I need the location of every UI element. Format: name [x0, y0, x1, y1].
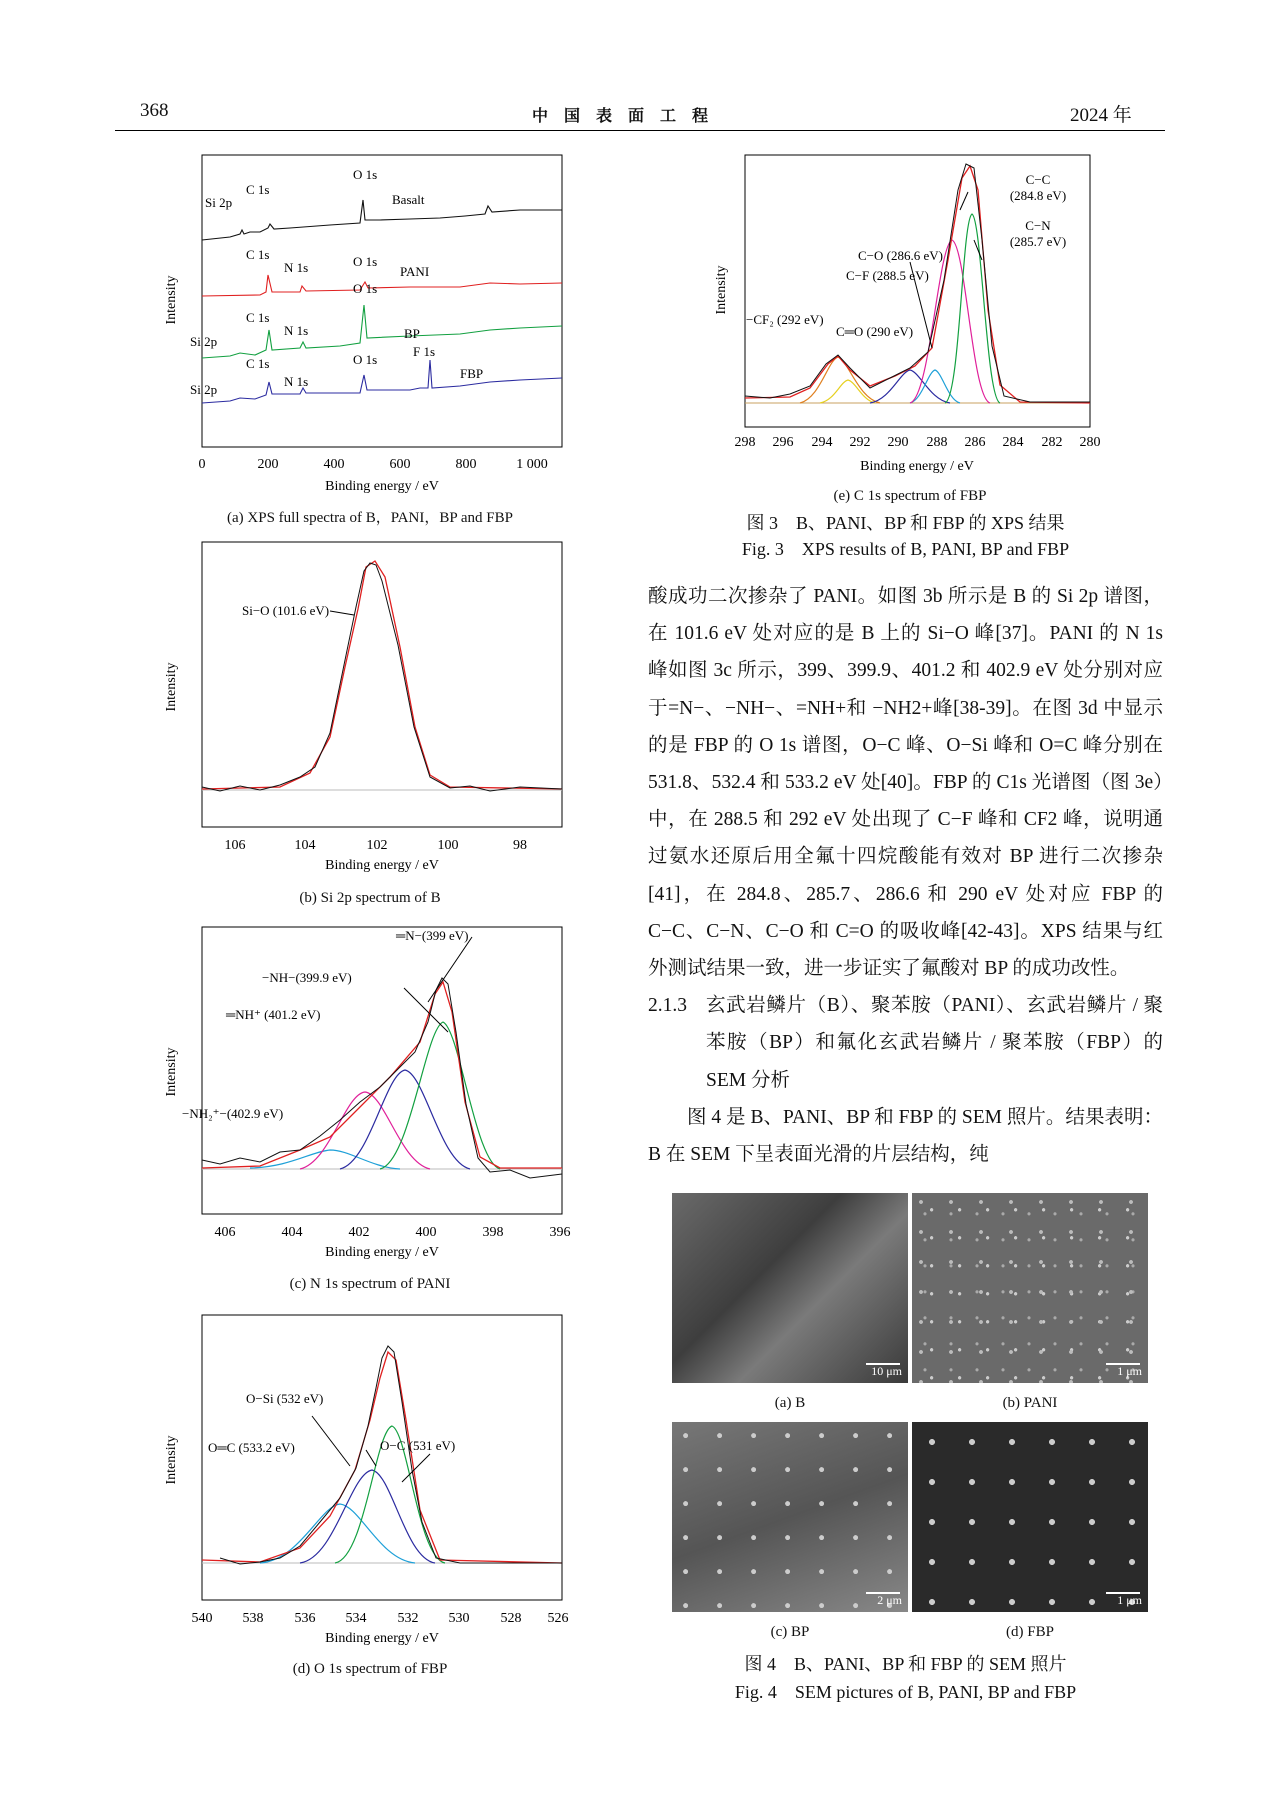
fit-cf2	[800, 357, 880, 403]
peak-label: −CF₂ (292 eV)	[746, 312, 824, 327]
spectrum-name: Basalt	[392, 192, 425, 207]
peak-label: O 1s	[353, 281, 378, 296]
peak-label: −NH₂⁺−(402.9 eV)	[182, 1106, 284, 1121]
paragraph: 酸成功二次掺杂了 PANI。如图 3b 所示是 B 的 Si 2p 谱图，在 101.6 eV 处对应的是 B 上的 Si−O 峰[37]。PANI 的 N 1s 峰如图 3c 所示，399、399.9、401.2 和 402.9 eV 处分别对应于=N−、−NH−、=NH+和 −NH2+峰[38-39]。在图 3d 中显示的是 FBP 的 O 1s 谱图，O−C 峰、O−Si 峰和 O=C 峰分别在 531.8、532.4 和 533.2 eV 处[40]。FBP 的 C1s 光谱图（图 3e）中，在 288.5 和 292 eV 处出现了 C−F 峰和 CF2 峰，说明通过氨水还原后用全氟十四烷酸能有效对 BP 进行二次掺杂[41]，在 284.8、285.7、286.6 和 290 eV 处对应 FBP 的 C−C、C−N、C−O 和 C=O 的吸收峰[42-43]。XPS 结果与红外测试结果一致，进一步证实了氟酸对 BP 的成功改性。	[648, 586, 1163, 980]
tick: 1 000	[516, 457, 548, 472]
tick: 526	[547, 1611, 569, 1626]
caption-c: (c) N 1s spectrum of PANI	[289, 1276, 451, 1292]
peak-label: C 1s	[246, 356, 270, 371]
tick: 200	[257, 457, 279, 472]
xps-o1s-chart	[160, 1310, 580, 1645]
section-number: 2.1.3	[648, 995, 687, 1017]
peak-label: (284.8 eV)	[1009, 188, 1067, 203]
fit-399.9	[340, 1070, 470, 1169]
caption-b: (b) Si 2p spectrum of B	[299, 890, 441, 906]
tick: 102	[366, 838, 388, 853]
tick: 600	[389, 457, 411, 472]
tick: 288	[926, 435, 948, 450]
tick: 400	[323, 457, 345, 472]
tick: 536	[294, 1611, 316, 1626]
tick: 98	[513, 838, 527, 853]
peak-label: N 1s	[284, 323, 309, 338]
peak-label: C−C	[1025, 172, 1051, 187]
y-axis-label: Intensity	[164, 275, 179, 325]
sem-image-fbp	[912, 1422, 1148, 1612]
x-axis-label: Binding energy / eV	[325, 858, 439, 872]
spectrum-pani	[202, 275, 562, 296]
tick: 0	[198, 457, 206, 472]
tick: 404	[281, 1225, 303, 1240]
peak-label: Si−O (101.6 eV)	[242, 603, 330, 618]
tick: 396	[549, 1225, 571, 1240]
scale-label: 1 μm	[1117, 1364, 1142, 1378]
tick: 406	[214, 1225, 236, 1240]
body-text	[648, 578, 1163, 1173]
envelope-fit	[202, 1352, 562, 1563]
tick: 290	[887, 435, 909, 450]
peak-label: Si 2p	[190, 334, 218, 349]
y-axis-label: Intensity	[164, 662, 179, 712]
peak-label: C 1s	[246, 247, 270, 262]
peak-label: C═O (290 eV)	[836, 324, 914, 339]
xps-si2p-chart	[160, 537, 580, 872]
spectrum-name: PANI	[400, 264, 430, 279]
x-ticks	[192, 1611, 569, 1626]
fit-cc	[945, 214, 1000, 403]
sem-image-pani	[912, 1193, 1148, 1383]
fig3-caption-cn: 图 3 B、PANI、BP 和 FBP 的 XPS 结果	[746, 513, 1065, 533]
x-ticks	[735, 435, 1101, 450]
section-title: 玄武岩鳞片（B）、聚苯胺（PANI）、玄武岩鳞片 / 聚苯胺（BP）和氟化玄武岩鳞片 / 聚苯胺（FBP）的 SEM 分析	[706, 995, 1163, 1091]
tick: 398	[482, 1225, 504, 1240]
header-rule	[115, 130, 1165, 131]
peak-label: ═N−(399 eV)	[396, 928, 469, 943]
fig3-caption-en: Fig. 3 XPS results of B, PANI, BP and FBP	[741, 539, 1070, 559]
peak-label: O−Si (532 eV)	[246, 1391, 324, 1406]
peak-label: O═C (533.2 eV)	[208, 1440, 295, 1455]
page-number: 368	[140, 100, 169, 121]
peak-label: Si 2p	[205, 195, 233, 210]
fig4-caption-cn: 图 4 B、PANI、BP 和 FBP 的 SEM 照片	[744, 1654, 1067, 1674]
tick: 284	[1002, 435, 1024, 450]
peak-label: C 1s	[246, 182, 270, 197]
fit-cf	[870, 370, 950, 403]
x-axis-label: Binding energy / eV	[860, 459, 974, 474]
tick: 286	[964, 435, 986, 450]
peak-label: N 1s	[284, 374, 309, 389]
tick: 296	[772, 435, 794, 450]
y-axis-label: Intensity	[714, 265, 729, 315]
xps-survey-chart	[160, 150, 580, 510]
scale-label: 1 μm	[1117, 1593, 1142, 1607]
section-heading	[648, 987, 1163, 1099]
tick: 528	[500, 1611, 522, 1626]
sem-caption-fbp: (d) FBP	[1006, 1624, 1054, 1640]
caption-e: (e) C 1s spectrum of FBP	[833, 488, 987, 504]
tick: 800	[455, 457, 477, 472]
scale-label: 10 μm	[871, 1364, 902, 1378]
peak-label: −NH−(399.9 eV)	[262, 970, 352, 985]
spectrum-name: BP	[404, 326, 420, 341]
year: 2024 年	[1070, 105, 1132, 126]
raw-data	[202, 563, 562, 791]
peak-label: Si 2p	[190, 382, 218, 397]
tick: 100	[437, 838, 459, 853]
xps-c1s-chart	[710, 150, 1110, 490]
tick: 292	[849, 435, 871, 450]
x-axis-label: Binding energy / eV	[325, 479, 439, 494]
x-ticks	[215, 1225, 571, 1240]
sem-caption-b: (a) B	[774, 1395, 806, 1411]
x-ticks	[225, 838, 528, 853]
tick: 530	[448, 1611, 470, 1626]
xps-n1s-chart	[160, 922, 580, 1262]
sem-caption-bp: (c) BP	[770, 1624, 810, 1640]
tick: 402	[348, 1225, 370, 1240]
tick: 282	[1041, 435, 1063, 450]
raw-data	[220, 1346, 562, 1564]
caption-d: (d) O 1s spectrum of FBP	[292, 1661, 448, 1677]
tick: 280	[1079, 435, 1101, 450]
caption-a: (a) XPS full spectra of B，PANI，BP and FBP	[227, 510, 513, 526]
peak-label: O 1s	[353, 352, 378, 367]
fit-402.9	[250, 1150, 400, 1169]
peak-label: O 1s	[353, 167, 378, 182]
peak-label: O 1s	[353, 254, 378, 269]
x-ticks	[199, 457, 548, 472]
tick: 106	[224, 838, 246, 853]
paragraph: 图 4 是 B、PANI、BP 和 FBP 的 SEM 照片。结果表明：B 在 SEM 下呈表面光滑的片层结构，纯	[648, 1106, 1163, 1166]
tick: 532	[397, 1611, 419, 1626]
peak-label: C−F (288.5 eV)	[846, 268, 929, 283]
fit-399	[380, 1022, 500, 1169]
tick: 400	[415, 1225, 437, 1240]
peak-label: C−O (286.6 eV)	[858, 248, 943, 263]
journal-title: 中 国 表 面 工 程	[532, 108, 715, 125]
peak-label: C−N	[1025, 218, 1051, 233]
sem-caption-pani: (b) PANI	[1002, 1395, 1058, 1411]
x-axis-label: Binding energy / eV	[325, 1631, 439, 1645]
tick: 104	[294, 838, 316, 853]
y-axis-label: Intensity	[164, 1435, 179, 1485]
spectrum-name: FBP	[460, 366, 484, 381]
x-axis-label: Binding energy / eV	[325, 1245, 439, 1260]
fig4-caption-en: Fig. 4 SEM pictures of B, PANI, BP and FBP	[734, 1682, 1077, 1702]
tick: 294	[811, 435, 833, 450]
sem-image-bp	[672, 1422, 908, 1612]
fit-cn	[910, 240, 990, 403]
envelope-fit	[202, 561, 562, 789]
spectrum-basalt	[202, 200, 562, 240]
peak-label: (285.7 eV)	[1009, 234, 1067, 249]
tick: 298	[734, 435, 756, 450]
peak-label: F 1s	[413, 344, 436, 359]
peak-label: C 1s	[246, 310, 270, 325]
peak-label: N 1s	[284, 260, 309, 275]
y-axis-label: Intensity	[164, 1047, 179, 1097]
tick: 540	[191, 1611, 213, 1626]
peak-label: ═NH⁺ (401.2 eV)	[226, 1007, 321, 1022]
scale-label: 2 μm	[877, 1593, 902, 1607]
sem-image-b	[672, 1193, 908, 1383]
tick: 534	[345, 1611, 367, 1626]
fit-401.2	[300, 1092, 430, 1169]
tick: 538	[242, 1611, 264, 1626]
peak-label: O−C (531 eV)	[380, 1438, 456, 1453]
